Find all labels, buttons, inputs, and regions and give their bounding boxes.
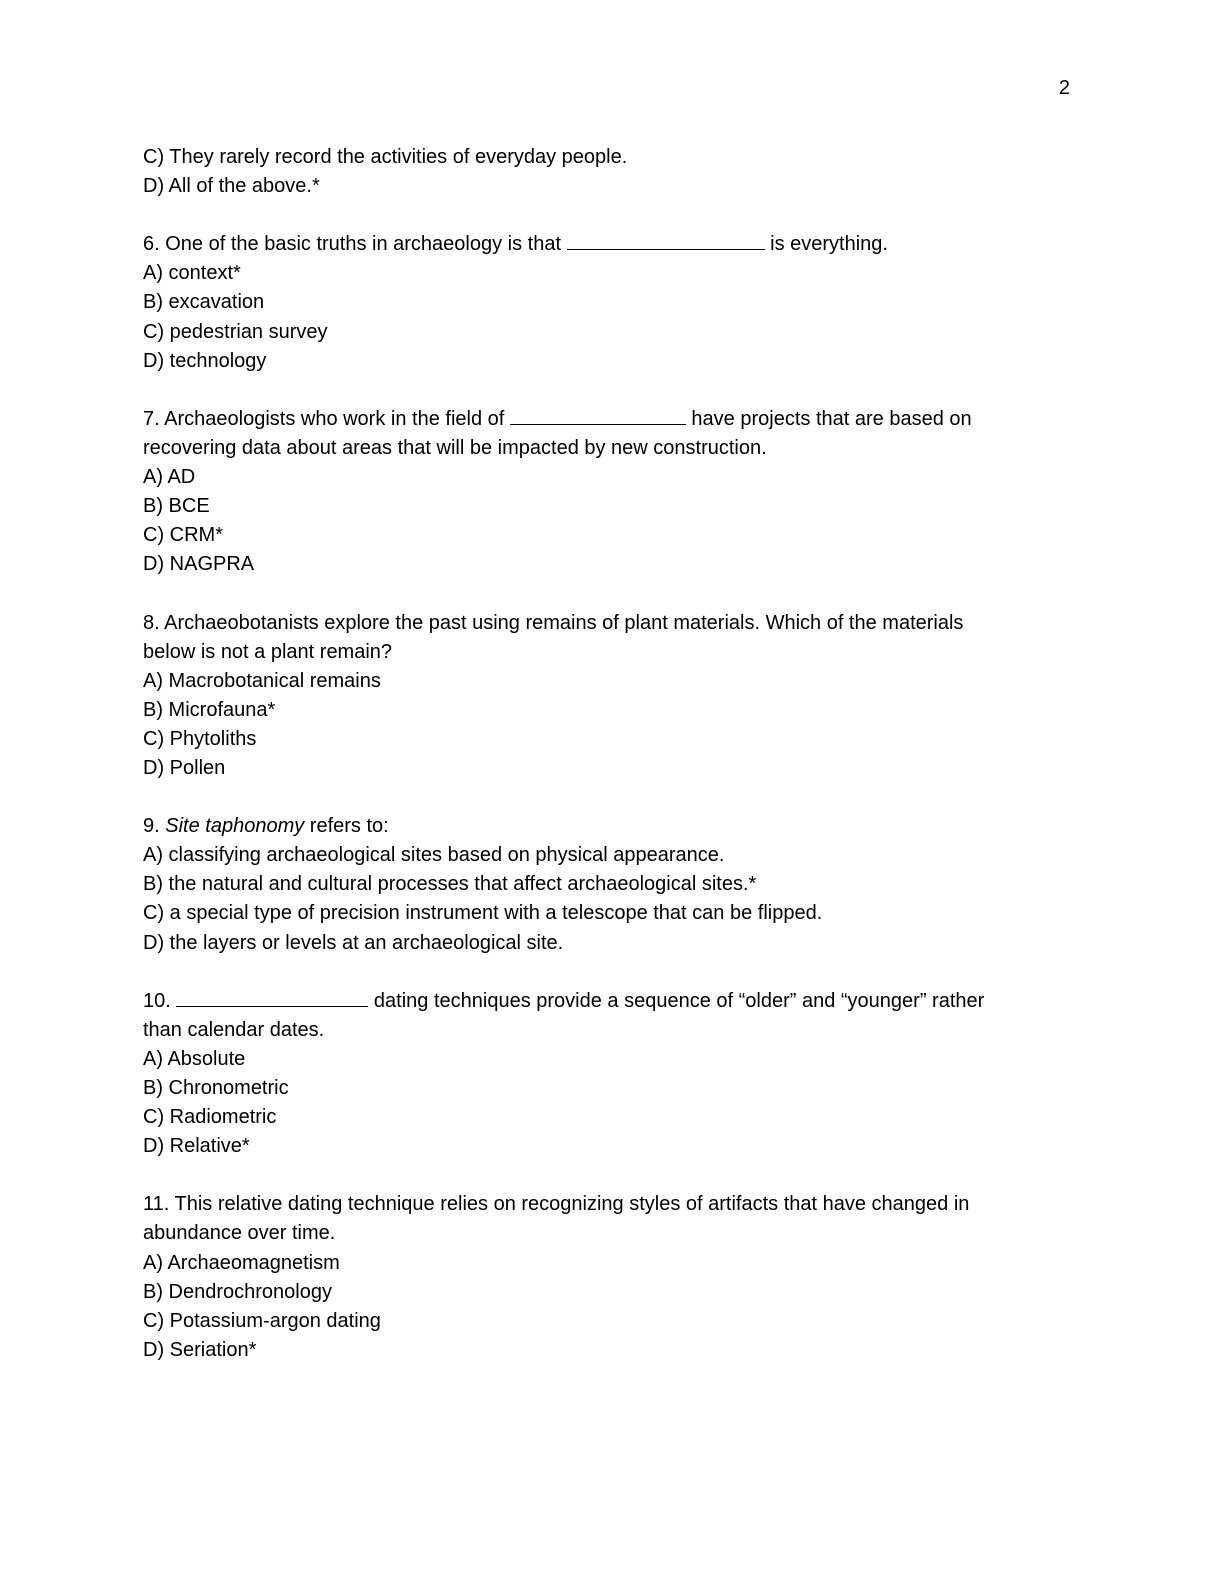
question-6	[143, 230, 1078, 375]
stem-text: is everything.	[764, 233, 888, 256]
option-a: A) context*	[143, 262, 241, 285]
question-stem: 8. Archaeobotanists explore the past using remains of plant materials. Which of the materials	[143, 611, 964, 634]
option-c: C) a special type of precision instrument with a telescope that can be flipped.	[143, 902, 823, 925]
option-d: D) technology	[143, 349, 267, 372]
option-d: D) Seriation*	[143, 1338, 257, 1361]
stem-text: 7. Archaeologists who work in the field of	[143, 407, 510, 430]
stem-text: refers to:	[304, 815, 389, 838]
stem-text: 6. One of the basic truths in archaeology is that	[143, 233, 567, 256]
option-c: C) Phytoliths	[143, 727, 257, 750]
option-b: B) Dendrochronology	[143, 1280, 332, 1303]
option-a: A) classifying archaeological sites based on physical appearance.	[143, 844, 725, 867]
italic-term: Site taphonomy	[165, 815, 305, 838]
option-c: C) Radiometric	[143, 1106, 277, 1129]
option-a: A) Archaeomagnetism	[143, 1251, 340, 1274]
option-d: D) Relative*	[143, 1135, 250, 1158]
page-number: 2	[1058, 77, 1070, 99]
option-b: B) Microfauna*	[143, 698, 276, 721]
question-list	[143, 143, 1078, 1394]
question-stem	[143, 812, 1078, 841]
stem-text: 10.	[143, 989, 177, 1012]
option-c: C) CRM*	[143, 524, 223, 547]
question-8	[143, 609, 1078, 784]
option-d: D) the layers or levels at an archaeological site.	[143, 931, 564, 954]
option-a: A) AD	[143, 466, 196, 489]
question-stem	[143, 405, 1078, 434]
question-stem-line-2: abundance over time.	[143, 1222, 336, 1245]
answer-blank	[510, 406, 686, 425]
question-stem-line-2: recovering data about areas that will be impacted by new construction.	[143, 436, 767, 459]
answer-blank	[176, 988, 368, 1007]
question-7	[143, 405, 1078, 580]
question-stem-line-2: below is not a plant remain?	[143, 640, 393, 663]
stem-text: dating techniques provide a sequence of “older” and “younger” rather	[368, 989, 985, 1012]
stem-text: have projects that are based on	[685, 407, 972, 430]
question-number: 9.	[143, 815, 166, 838]
question-11	[143, 1190, 1078, 1365]
option-b: B) Chronometric	[143, 1077, 289, 1099]
option-c: C) Potassium-argon dating	[143, 1309, 381, 1332]
option-d: D) Pollen	[143, 756, 226, 779]
question-9	[143, 812, 1078, 957]
answer-blank	[567, 231, 765, 250]
option-c: C) pedestrian survey	[143, 320, 328, 343]
question-stem: 11. This relative dating technique relies on recognizing styles of artifacts that have changed in	[143, 1193, 970, 1216]
option-c: C) They rarely record the activities of everyday people.	[143, 146, 628, 168]
question-5-continued	[143, 143, 1078, 201]
option-d: D) All of the above.*	[143, 175, 320, 198]
option-a: A) Absolute	[143, 1047, 246, 1070]
option-b: B) the natural and cultural processes that affect archaeological sites.*	[143, 873, 757, 896]
question-10	[143, 987, 1078, 1162]
option-b: B) BCE	[143, 495, 210, 518]
option-a: A) Macrobotanical remains	[143, 669, 381, 692]
question-stem	[143, 987, 1078, 1016]
question-stem-line-2: than calendar dates.	[143, 1018, 325, 1041]
option-d: D) NAGPRA	[143, 553, 255, 576]
option-b: B) excavation	[143, 291, 265, 314]
question-stem	[143, 230, 1078, 259]
